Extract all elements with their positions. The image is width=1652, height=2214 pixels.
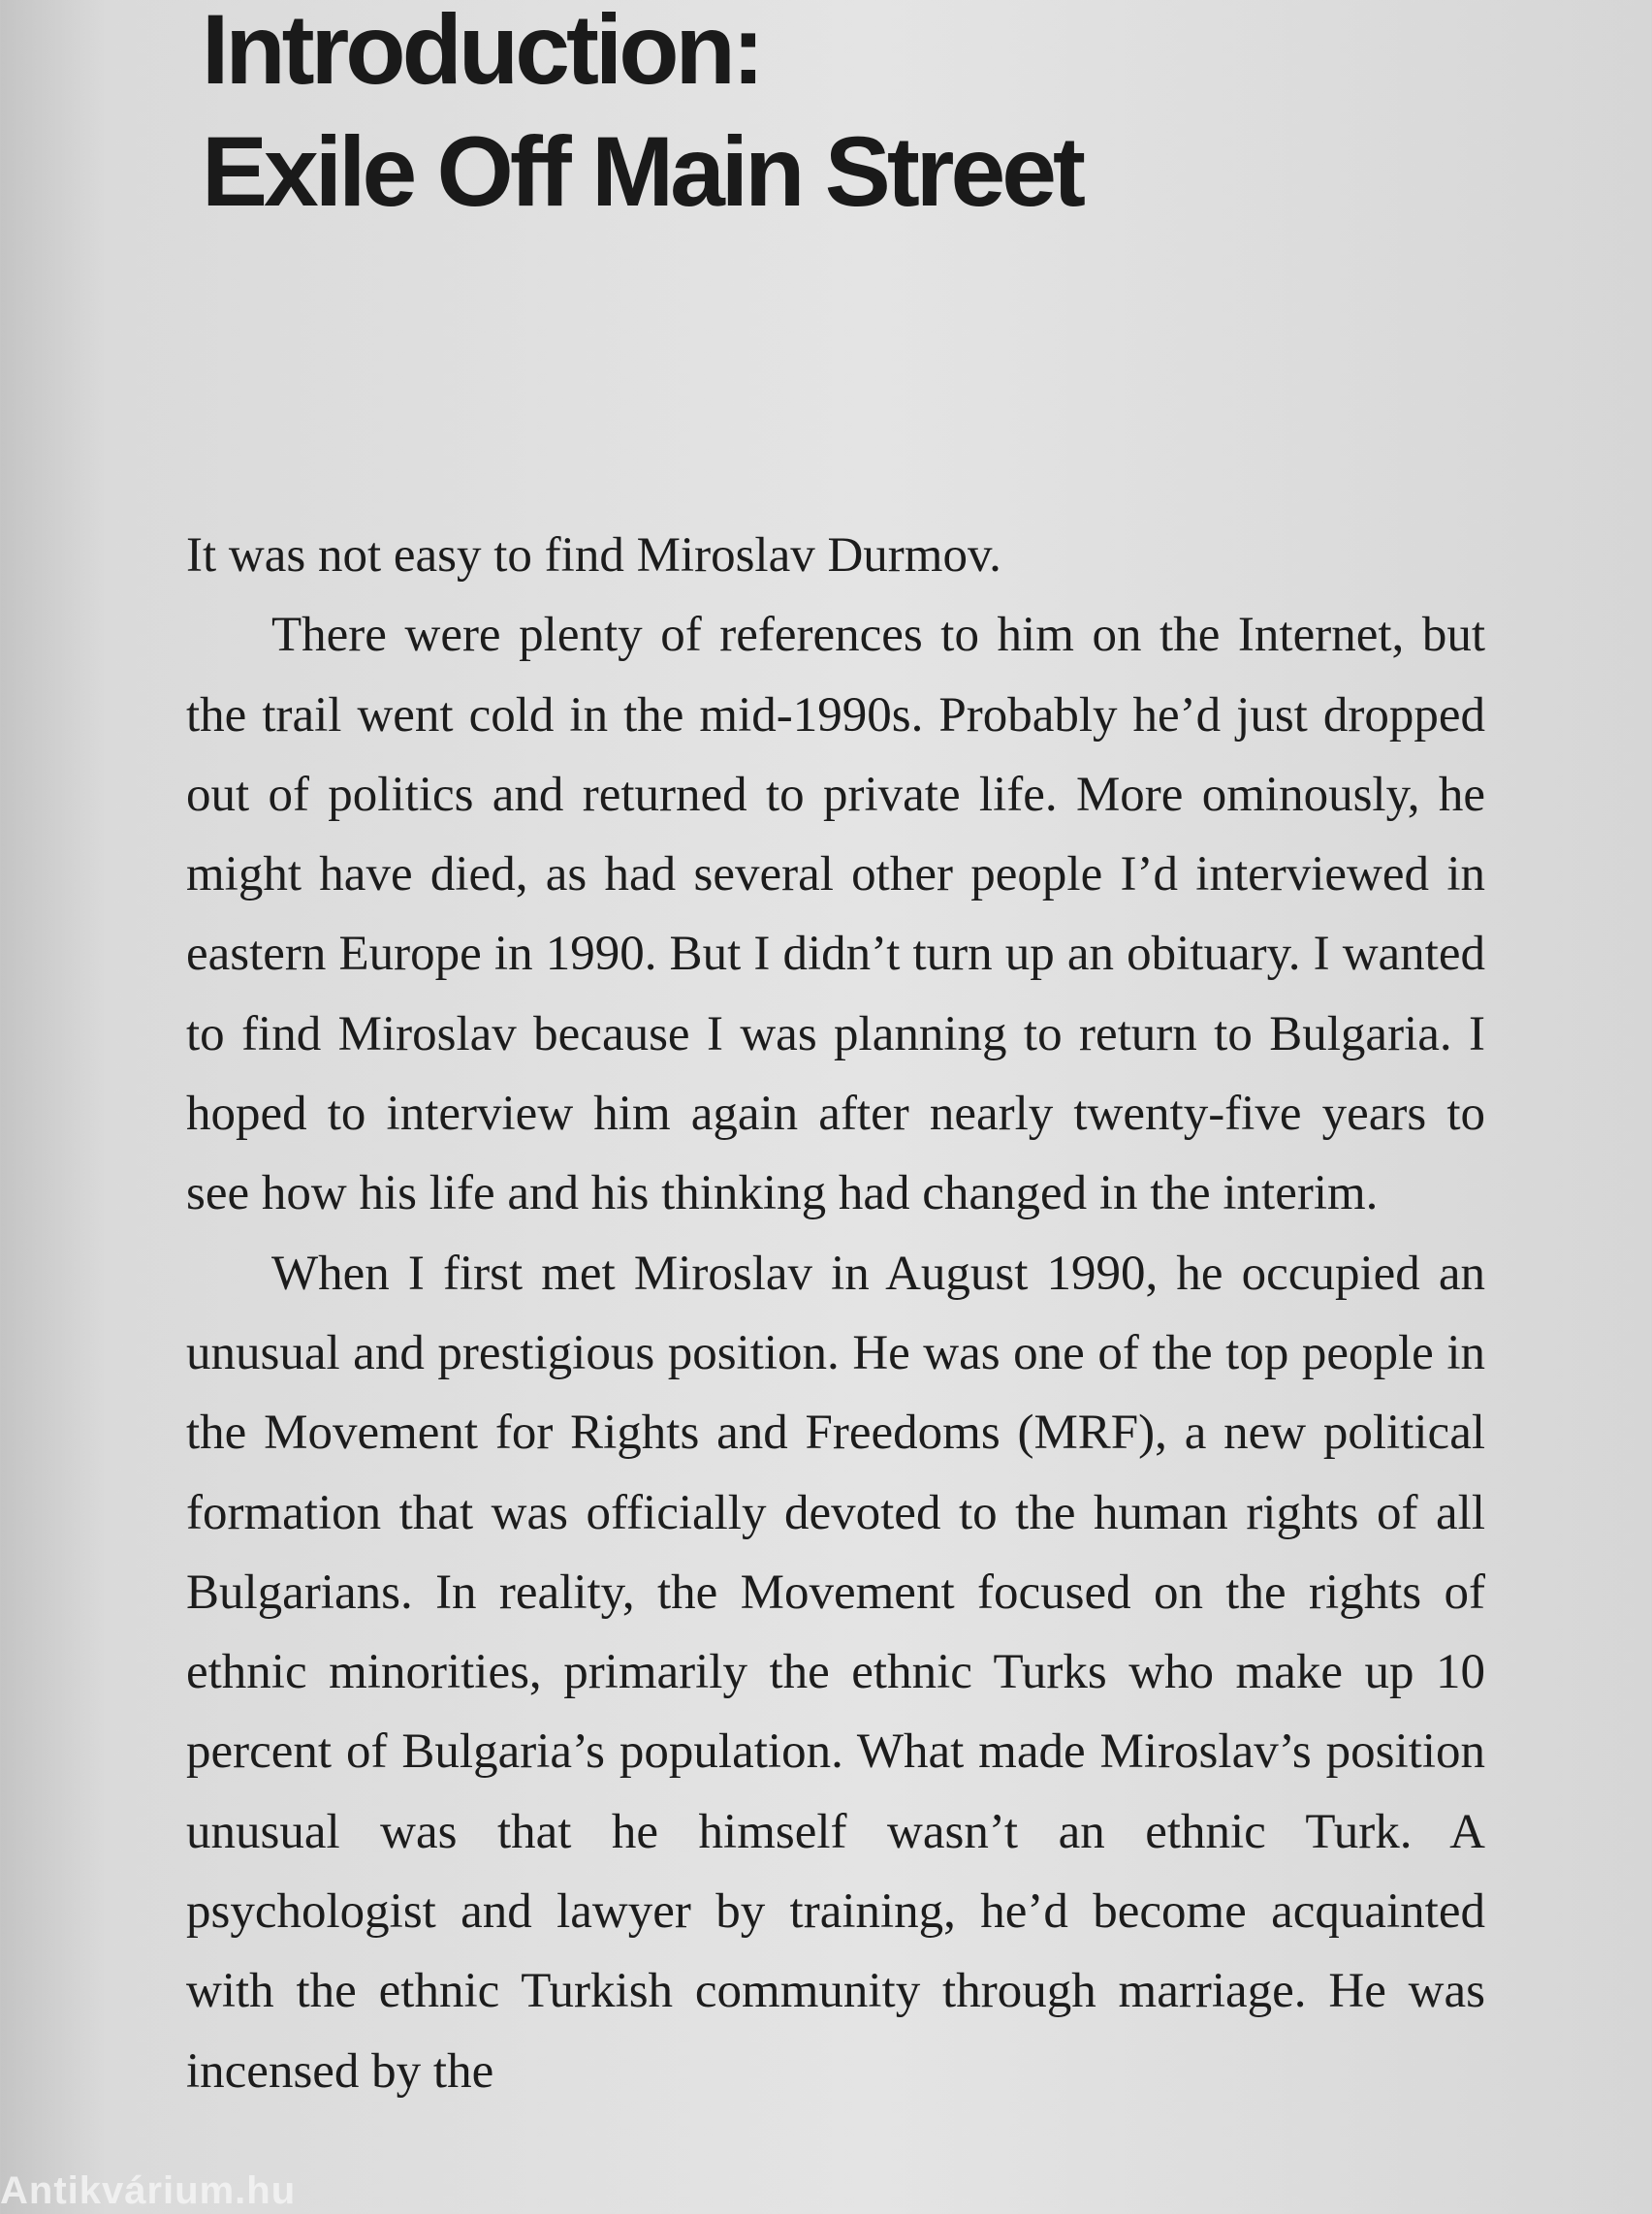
chapter-title-line-1: Introduction:: [202, 0, 761, 105]
paragraph-2: There were plenty of references to him on the Internet, but the trail went cold in the mid-1990s. Probably he’d just dropped out of politics and returned to private life. More ominously, he might have died, as had several other people I’d interviewed in eastern Europe in 1990. But I didn’t turn up an obituary. I wanted to find Miroslav because I was planning to return to Bulgaria. I hoped to interview him again after nearly twenty-five years to see how his life and his thinking had changed in the interim.: [186, 608, 1485, 1221]
watermark: Antikvárium.hu: [0, 2169, 297, 2212]
paragraph-3: When I first met Miroslav in August 1990, he occupied an unusual and prestigious position. He was one of the top people in the Movement for Rights and Freedoms (MRF), a new political formation that was officially devoted to the human rights of all Bulgarians. In reality, the Movement focused on the rights of ethnic minorities, primarily the ethnic Turks who make up 10 percent of Bulgaria’s population. What made Miroslav’s position unusual was that he himself wasn’t an ethnic Turk. A psychologist and lawyer by training, he’d become acquainted with the ethnic Turkish community through marriage. He was incensed by the: [186, 1246, 1485, 2099]
chapter-title: [202, 0, 1082, 233]
paragraph-1: It was not easy to find Miroslav Durmov.: [186, 528, 1001, 583]
chapter-title-line-2: Exile Off Main Street: [202, 116, 1082, 227]
body-text: [186, 516, 1485, 2111]
